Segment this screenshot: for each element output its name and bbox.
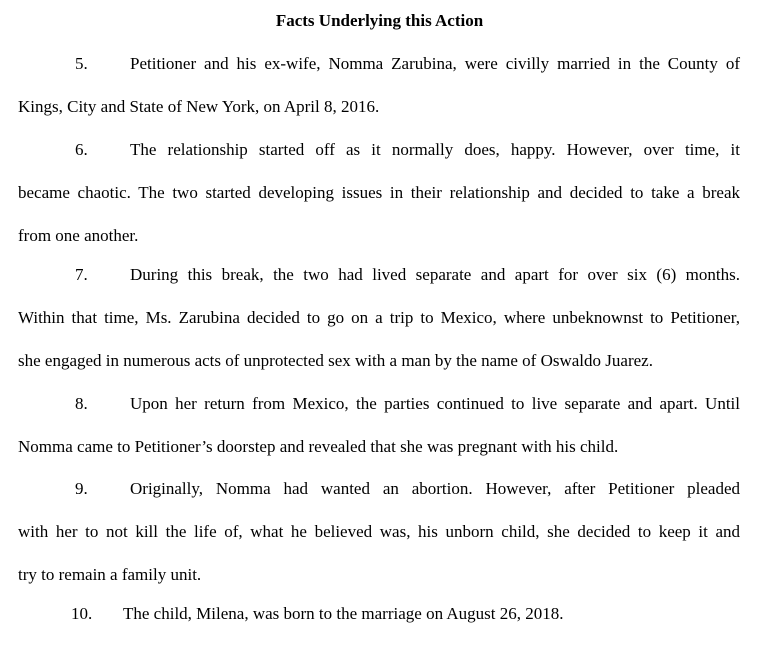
- paragraph-line: 5. Petitioner and his ex-wife, Nomma Zarubina, were civilly married in the County of: [18, 42, 740, 85]
- paragraph-9: [18, 467, 740, 596]
- paragraph-line: Kings, City and State of New York, on April 8, 2016.: [18, 97, 380, 116]
- paragraph-number: 9.: [75, 479, 88, 498]
- paragraph-line: Nomma came to Petitioner’s doorstep and revealed that she was pregnant with his child.: [18, 437, 619, 456]
- paragraph-5: [18, 42, 740, 128]
- paragraph-7: [18, 253, 740, 382]
- paragraph-number: 6.: [75, 140, 88, 159]
- paragraph-line: 6. The relationship started off as it normally does, happy. However, over time, it: [18, 128, 740, 171]
- paragraph-line: with her to not kill the life of, what he believed was, his unborn child, she decided to keep it and: [18, 522, 740, 541]
- paragraph-6: [18, 128, 740, 257]
- paragraph-line: 9. Originally, Nomma had wanted an abortion. However, after Petitioner pleaded: [18, 467, 740, 510]
- paragraph-line: 10. The child, Milena, was born to the marriage on August 26, 2018.: [18, 592, 740, 635]
- paragraph-number: 10.: [71, 604, 93, 623]
- paragraph-8: [18, 382, 740, 468]
- paragraph-number: 7.: [75, 265, 88, 284]
- paragraph-line: try to remain a family unit.: [18, 565, 202, 584]
- paragraph-line: she engaged in numerous acts of unprotected sex with a man by the name of Oswaldo Juarez.: [18, 351, 653, 370]
- paragraph-10: [18, 592, 740, 635]
- paragraph-line: from one another.: [18, 226, 139, 245]
- paragraph-line: Within that time, Ms. Zarubina decided to go on a trip to Mexico, where unbeknownst to Petitioner,: [18, 308, 740, 327]
- paragraph-line: 8. Upon her return from Mexico, the parties continued to live separate and apart. Until: [18, 382, 740, 425]
- paragraph-line: became chaotic. The two started developing issues in their relationship and decided to take a break: [18, 183, 740, 202]
- paragraph-number: 8.: [75, 394, 88, 413]
- paragraph-number: 5.: [75, 54, 88, 73]
- paragraph-line: 7. During this break, the two had lived separate and apart for over six (6) months.: [18, 253, 740, 296]
- section-heading: Facts Underlying this Action: [275, 11, 484, 30]
